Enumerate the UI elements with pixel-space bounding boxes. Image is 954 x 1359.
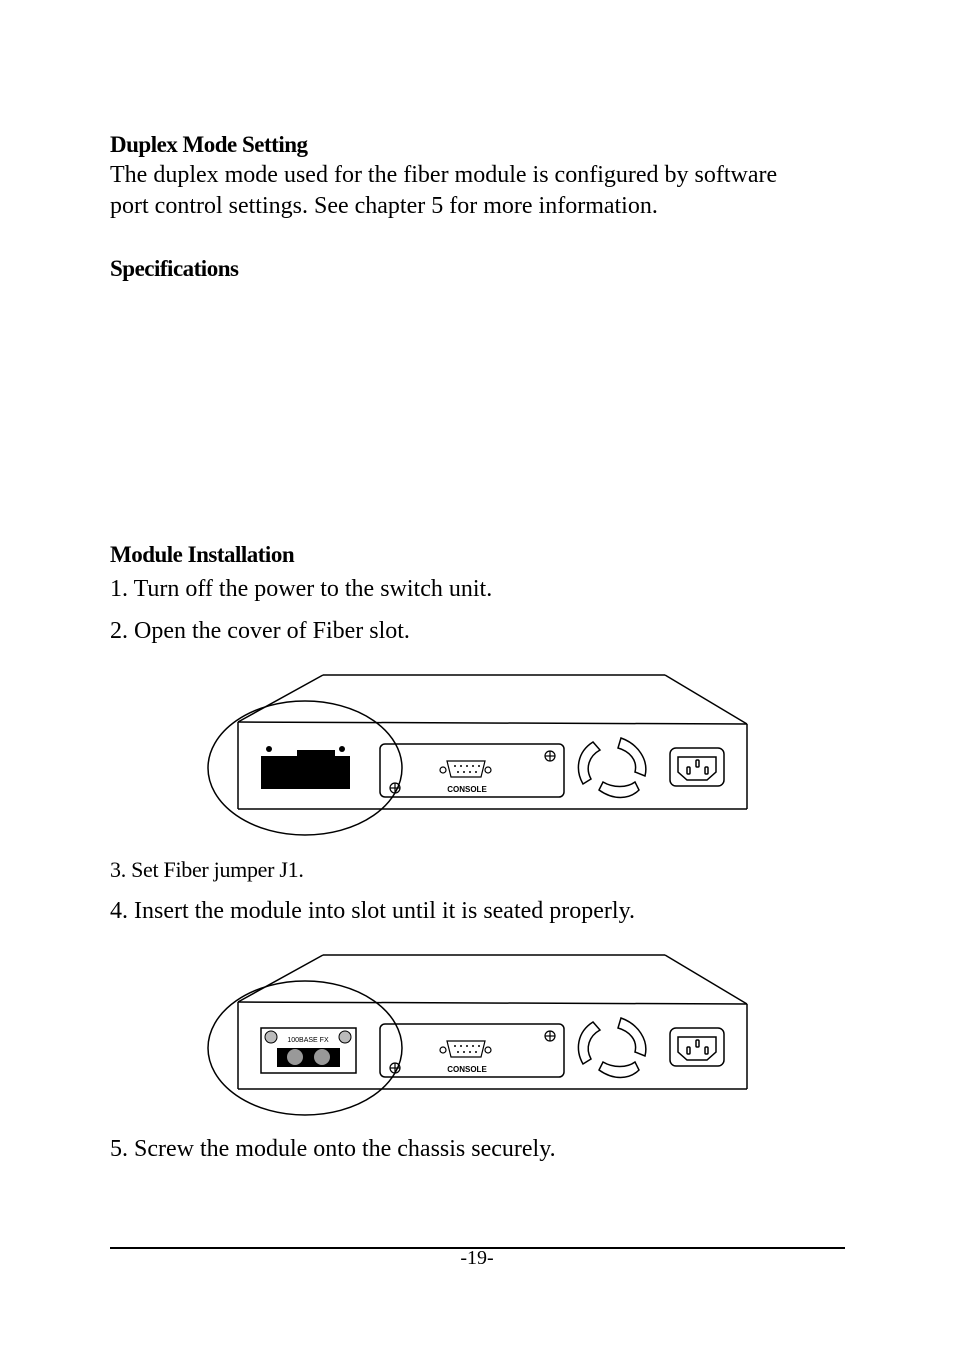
power-socket-icon xyxy=(670,748,724,786)
fan-icon xyxy=(578,738,645,798)
duplex-text-line-1: The duplex mode used for the fiber module is configured by software xyxy=(110,162,778,188)
installation-heading: Module Installation xyxy=(110,542,295,567)
console-label: CONSOLE xyxy=(447,785,487,794)
duplex-text-line-2: port control settings. See chapter 5 for more information. xyxy=(110,193,658,219)
page-number: -19- xyxy=(460,1247,494,1269)
console-port-icon xyxy=(440,1041,491,1057)
figure-open-fiber-slot xyxy=(205,672,750,840)
step-5: 5. Screw the module onto the chassis securely. xyxy=(110,1136,556,1162)
module-label: 100BASE FX xyxy=(287,1037,329,1044)
figure-module-inserted xyxy=(205,952,750,1120)
fiber-module xyxy=(261,1028,356,1073)
fiber-slot-opening xyxy=(261,746,350,789)
console-label: CONSOLE xyxy=(447,1065,487,1074)
fan-icon xyxy=(578,1018,645,1078)
step-1: 1. Turn off the power to the switch unit. xyxy=(110,576,493,602)
step-2: 2. Open the cover of Fiber slot. xyxy=(110,618,410,644)
step-3: 3. Set Fiber jumper J1. xyxy=(110,857,304,882)
step-4: 4. Insert the module into slot until it is seated properly. xyxy=(110,898,636,924)
specifications-heading: Specifications xyxy=(110,256,239,281)
duplex-heading: Duplex Mode Setting xyxy=(110,132,308,157)
power-socket-icon xyxy=(670,1028,724,1066)
console-port-icon xyxy=(440,761,491,777)
